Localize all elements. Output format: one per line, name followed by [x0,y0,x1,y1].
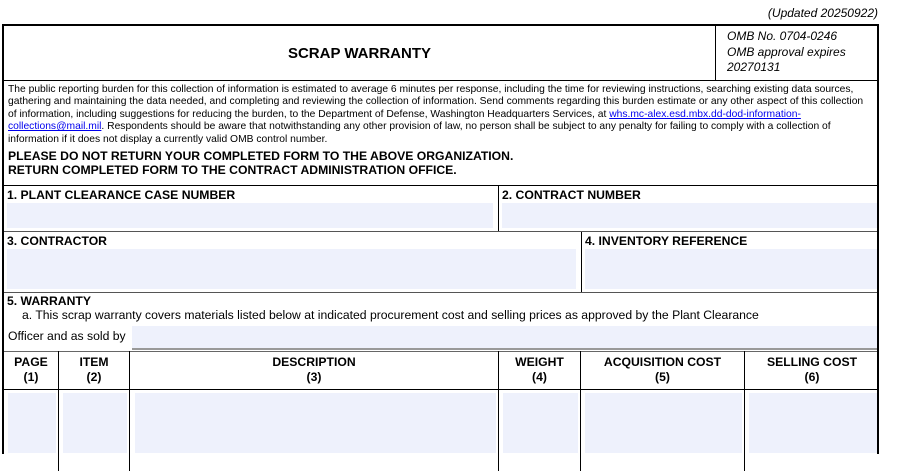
warning-line-2: RETURN COMPLETED FORM TO THE CONTRACT ADMINISTRATION OFFICE. [8,163,457,178]
divider [129,351,130,471]
email-link[interactable]: whs.mc-alex.esd.mbx.dd-dod-information-collections@mail.mil [8,108,801,133]
officer-sold-by-input[interactable] [132,326,877,350]
warranty-section [4,293,879,323]
inventory-reference-label: 4. INVENTORY REFERENCE [585,234,748,248]
inventory-reference-input[interactable] [585,249,877,289]
updated-date: (Updated 20250922) [767,6,878,20]
divider [58,351,59,471]
column-header-item: ITEM (2) [79,355,109,384]
row-1-acquisition-cost-input[interactable] [585,393,742,453]
column-header-description: DESCRIPTION (3) [272,355,356,384]
contract-number-label: 2. CONTRACT NUMBER [502,188,641,202]
contract-number-input[interactable] [502,203,877,228]
contractor-cell [4,232,580,292]
burden-statement [4,81,877,186]
omb-approval-label: OMB approval expires [727,44,846,59]
row-1-description-input[interactable] [135,393,496,453]
officer-label: Officer and as sold by [8,329,126,343]
warning-line-1: PLEASE DO NOT RETURN YOUR COMPLETED FORM TO THE ABOVE ORGANIZATION. [8,149,514,164]
omb-info [727,29,846,76]
column-header-weight: WEIGHT (4) [515,355,564,384]
omb-number: OMB No. 0704-0246 [727,29,838,43]
row-1-weight-input[interactable] [503,393,578,453]
burden-text: The public reporting burden for this collection of information is estimated to average 6 minutes per response, including the time for reviewing instructions, searching existing data sources, gathering and maintaining the data needed, and completing and reviewing the collection of information. Send comments regarding this burden estimate or any other aspect of this collection of information, including suggestions for reducing the burden, to the Department of Defense, Washington Headquarters Services, at whs.mc-alex.esd.mbx.dd-dod-information-collections@mail.mil. Respondents should be aware that notwithstanding any other provision of law, no person shall be subject to any penalty for failing to comply with a collection of information if it does not display a currently valid OMB control number. [8,84,864,145]
row-1-selling-cost-input[interactable] [749,393,877,453]
warranty-label: 5. WARRANTY [7,294,91,308]
page-title: SCRAP WARRANTY [4,26,716,80]
plant-clearance-label: 1. PLANT CLEARANCE CASE NUMBER [7,188,236,202]
row-1-page-input[interactable] [8,393,56,453]
omb-expiration-date: 20270131 [727,60,781,74]
column-header-page: PAGE (1) [14,355,48,384]
divider [498,351,499,471]
divider [580,351,581,471]
scrap-warranty-form [2,24,879,454]
plant-clearance-cell [4,186,497,231]
contractor-label: 3. CONTRACTOR [7,234,107,248]
column-header-acquisition-cost: ACQUISITION COST (5) [603,355,722,384]
inventory-reference-cell [582,232,879,292]
contractor-input[interactable] [7,249,576,289]
plant-clearance-case-number-input[interactable] [7,203,493,228]
row-1-item-input[interactable] [63,393,127,453]
divider [744,351,745,471]
warranty-text-a: a. This scrap warranty covers materials listed below at indicated procurement cost and selling prices as approved by the Plant Clearance [22,308,759,322]
title-row [4,26,877,81]
column-header-selling-cost: SELLING COST (6) [766,355,858,384]
divider [4,389,877,390]
contract-number-cell [499,186,879,231]
